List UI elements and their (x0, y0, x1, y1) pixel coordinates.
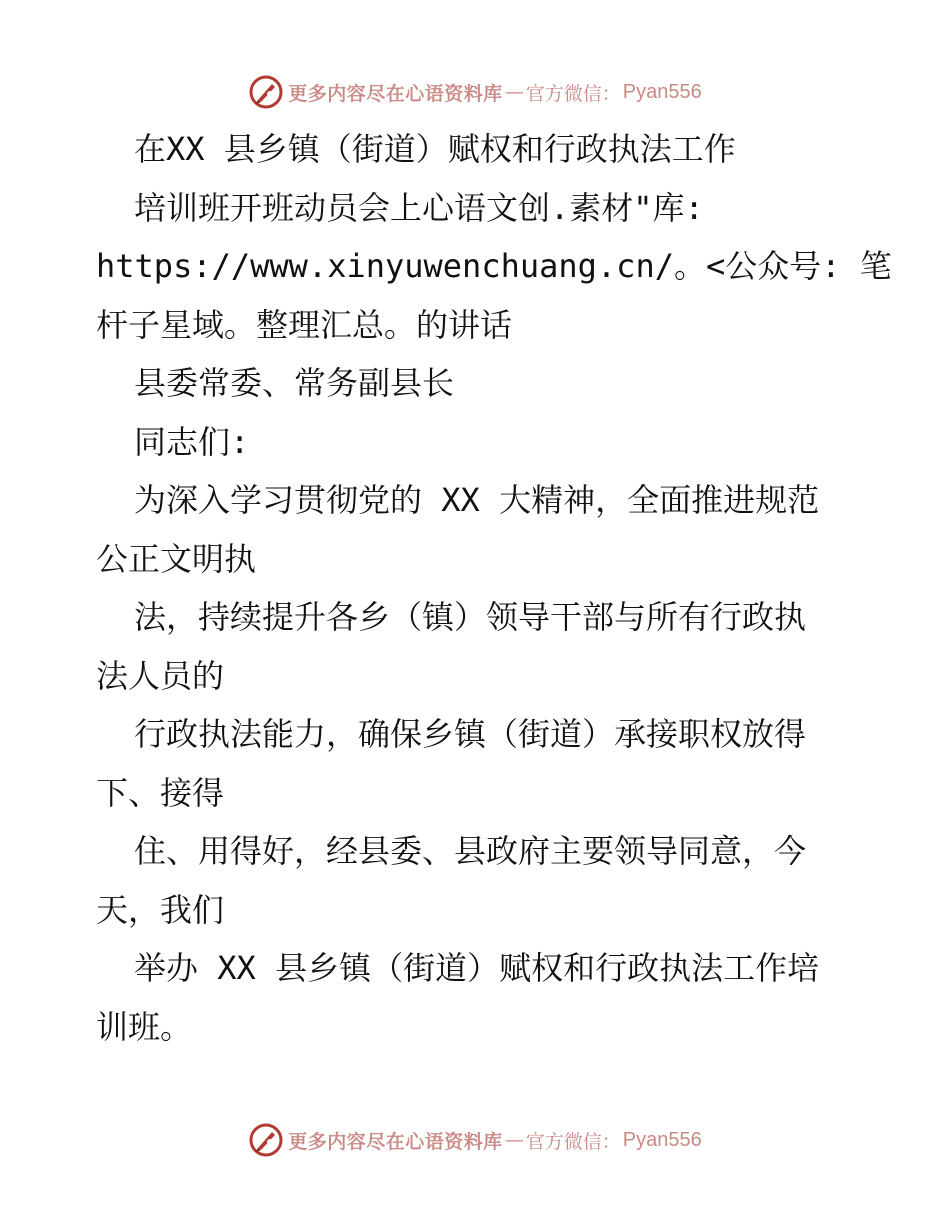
pen-logo-icon (248, 1122, 284, 1158)
text-line: 天，我们 (96, 890, 225, 929)
pen-logo-icon (248, 74, 284, 110)
watermark-separator: — (504, 81, 524, 103)
text-line: 公正文明执 (96, 539, 257, 578)
watermark-separator: — (504, 1129, 524, 1151)
text-line: 培训班开班动员会上心语文创.素材"库: (134, 188, 704, 227)
text-line: 法人员的 (96, 656, 225, 695)
document-body (96, 120, 892, 1056)
text-line: 县委常委、常务副县长 (134, 364, 455, 402)
watermark-main-text: 更多内容尽在心语资料库 (288, 82, 503, 105)
watermark-wechat-label: 官方微信： (525, 82, 621, 105)
text-line: 举办 XX 县乡镇（街道）赋权和行政执法工作培 (134, 949, 820, 987)
text-line: 住、用得好，经县委、县政府主要领导同意，今 (134, 832, 807, 870)
watermark-main-text: 更多内容尽在心语资料库 (288, 1130, 503, 1153)
text-line: 同志们: (134, 422, 250, 461)
text-line: 行政执法能力，确保乡镇（街道）承接职权放得 (134, 715, 807, 753)
footer-watermark (0, 1120, 950, 1160)
text-line: 杆子星域。整理汇总。的讲话 (96, 305, 513, 344)
watermark-wechat-label: 官方微信： (525, 1130, 621, 1153)
text-line: https://www.xinyuwenchuang.cn/。<公众号: 笔 (96, 247, 892, 285)
text-line: 法，持续提升各乡（镇）领导干部与所有行政执 (134, 598, 807, 636)
watermark-wechat-id: Pyan556 (622, 80, 702, 103)
header-watermark (0, 72, 950, 112)
text-line: 为深入学习贯彻党的 XX 大精神，全面推进规范 (134, 481, 820, 519)
text-line: 下、接得 (96, 773, 225, 812)
text-line: 训班。 (96, 1007, 193, 1046)
watermark-wechat-id: Pyan556 (622, 1128, 702, 1151)
text-line: 在XX 县乡镇（街道）赋权和行政执法工作 (134, 130, 736, 168)
